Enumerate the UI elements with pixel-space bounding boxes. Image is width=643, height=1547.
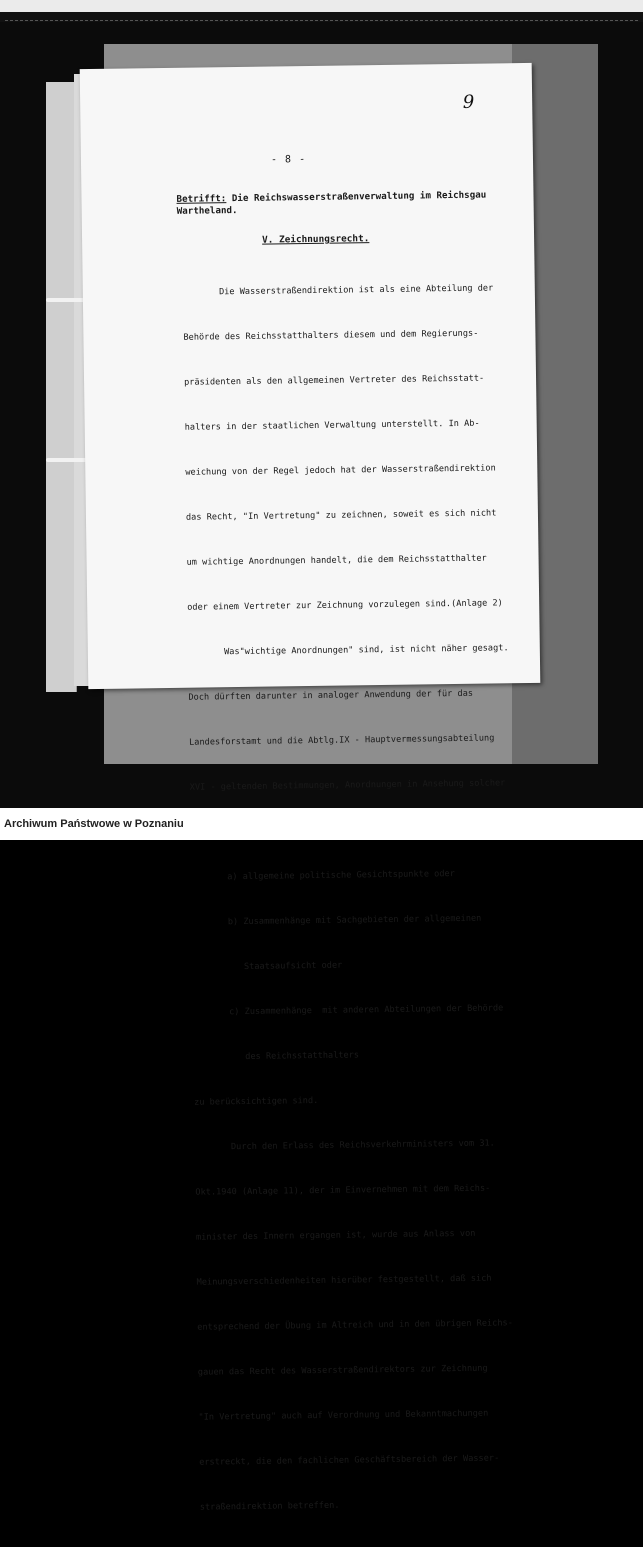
top-bar bbox=[0, 0, 643, 12]
archive-caption: Archiwum Państwowe w Poznaniu bbox=[4, 818, 184, 830]
folder-edge bbox=[46, 82, 77, 692]
subject-label: Betrifft: bbox=[176, 193, 227, 205]
body-line: entsprechend der Übung im Altreich und in den übrigen Reichs- bbox=[197, 1318, 513, 1333]
body-line: das Recht, "In Vertretung" zu zeichnen, soweit es sich nicht bbox=[185, 508, 497, 523]
body-line: "In Vertretung" auch auf Verordnung und Bekanntmachungen bbox=[198, 1408, 489, 1423]
section-heading: V. Zeichnungsrecht. bbox=[262, 233, 370, 246]
typed-page-number: - 8 - bbox=[270, 154, 307, 166]
body-line: Doch dürften darunter in analoger Anwendung der für das bbox=[188, 688, 474, 703]
body-line: weichung von der Regel jedoch hat der Wasserstraßendirektion bbox=[185, 463, 496, 478]
body-line: des Reichsstatthalters bbox=[193, 1050, 360, 1063]
body-line: oder einem Vertreter zur Zeichnung vorzulegen sind.(Anlage 2) bbox=[187, 598, 503, 613]
body-line: a) allgemeine politische Gesichtspunkte oder bbox=[190, 869, 455, 883]
body-line: Meinungsverschiedenheiten hierüber festgestellt, daß sich bbox=[196, 1273, 492, 1288]
subject-text: Die Reichswasserstraßenverwaltung im Reichsgau Wartheland. bbox=[176, 189, 487, 217]
body-line: Landesforstamt und die Abtlg.IX - Hauptvermessungsabteilung bbox=[189, 733, 495, 748]
body-line: c) Zusammenhänge mit anderen Abteilungen der Behörde bbox=[192, 1003, 504, 1018]
body-line: halters in der staatlichen Verwaltung unterstellt. In Ab- bbox=[184, 418, 480, 433]
body-line: Die Wasserstraßendirektion ist als eine Abteilung der bbox=[182, 283, 494, 298]
body-line: präsidenten als den allgemeinen Vertreter des Reichsstatt- bbox=[184, 373, 485, 388]
body-line: XVI - geltenden Bestimmungen, Anordnungen in Ansehung solcher bbox=[189, 778, 506, 793]
body-line: Durch den Erlass des Reichsverkehrministers vom 31. bbox=[194, 1138, 495, 1153]
body-line: um wichtige Anordnungen handelt, die dem Reichsstatthalter bbox=[186, 553, 487, 568]
body-line: straßendirektion betreffen. bbox=[199, 1500, 340, 1513]
body-line: gauen das Recht des Wasserstraßendirektors zur Zeichnung bbox=[197, 1363, 488, 1378]
body-text bbox=[182, 251, 545, 1546]
handwritten-page-number: 9 bbox=[462, 91, 475, 113]
body-line: Behörde des Reichsstatthalters diesem und dem Regierungs- bbox=[183, 328, 479, 343]
body-line: erstreckt, die den fachlichen Geschäftsbereich der Wasser- bbox=[199, 1453, 500, 1468]
subject-line bbox=[176, 189, 506, 218]
body-line: zu berücksichtigen sind. bbox=[194, 1095, 319, 1108]
body-line: Staatsaufsicht oder bbox=[192, 960, 343, 973]
body-line: b) Zusammenhänge mit Sachgebieten der allgemeinen bbox=[191, 913, 482, 928]
body-line: minister des Innern ergangen ist, wurde aus Anlass von bbox=[195, 1228, 476, 1243]
body-line: Okt.1940 (Anlage 11), der im Einvernehmen mit dem Reichs- bbox=[195, 1183, 491, 1198]
film-edge-line bbox=[5, 20, 638, 22]
body-line: Was"wichtige Anordnungen" sind, ist nicht näher gesagt. bbox=[187, 643, 509, 658]
